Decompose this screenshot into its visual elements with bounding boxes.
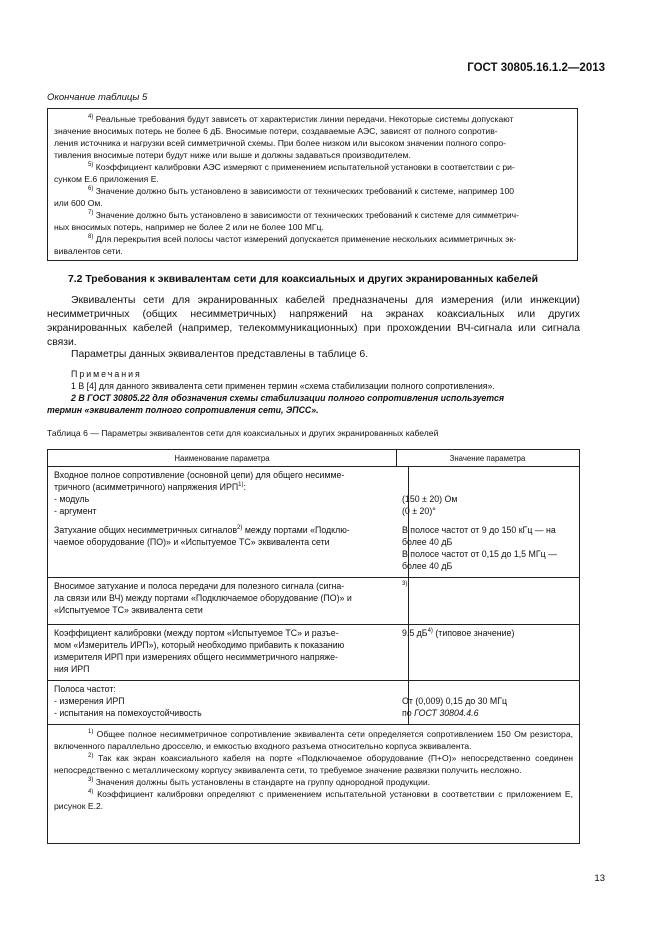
- note-label: Примечания: [71, 369, 142, 379]
- section-paragraph-2: Параметры данных эквивалентов представлены в таблице 6.: [71, 349, 369, 360]
- section-paragraph-1: Эквиваленты сети для экранированных кабелей предназначены для измерения (или инжекции) несимметричных (общих несимметричных) напряжений на экранах коаксиальных или других экранированных кабелей (например, телекоммуникационных) при прохождении ВЧ-сигнала или сигнала связи.: [47, 295, 580, 348]
- table-header-row: [48, 450, 579, 467]
- table-row: Коэффициент калибровки (между портом «Испытуемое ТС» и разъе- мом «Измеритель ИРП»), который необходимо прибавить к показанию измерителя ИРП при измерениях общего несимметричного напряже- ния ИРП 9,5 $дБ^{4)}$ (типовое значение): [48, 624, 579, 681]
- document-header: ГОСТ 30805.16.1.2—2013: [467, 62, 605, 74]
- table-row: Вносимое затухание и полоса передачи для полезного сигнала (сигна- ла связи или ВЧ) между портами «Подключаемое оборудование (ПО)» и «Испытуемое ТС» эквивалента сети $^{3)}$: [48, 577, 579, 625]
- note-2-cont: термин «эквивалент полного сопротивления сети, ЭПСС».: [47, 405, 319, 415]
- column-header-value: Значение параметра: [449, 454, 526, 463]
- note-2: 2 В ГОСТ 30805.22 для обозначения схемы стабилизации полного сопротивления используется: [71, 393, 505, 403]
- note-1: 1 В [4] для данного эквивалента сети применен термин «схема стабилизации полного сопротивления».: [71, 381, 495, 391]
- table-continuation-label: Окончание таблицы 5: [47, 92, 148, 103]
- table-row: Затухание общих несимметричных сигналов$^{2)}$ между портами «Подклю- чаемое оборудование (ПО)» и «Испытуемое ТС» эквивалента сети В полосе частот от 9 до 150 кГц — на более 40 дБ В полосе частот от 0,15 до 1,5 МГц — более 40 дБ: [48, 521, 579, 578]
- table-row: Входное полное сопротивление (основной цепи) для общего несимме- тричного (асимметричного) напряжения ИРП$^{1)}$: - модуль - аргумент (150 ± 20) Ом (0 ± 20)°: [48, 466, 579, 521]
- table6: [47, 449, 580, 844]
- table6-caption: Таблица 6 — Параметры эквивалентов сети для коаксиальных и других экранированных кабелей: [47, 428, 439, 438]
- table6-footnotes: $^{1)}$ Общее полное несимметричное сопротивление эквивалента сети определяется сопротивлением 150 Ом резистора, включенного параллельно дросселю, и емкостью входного разъема относительно корпуса эквивалента. $^{2)}$ Так как экран коаксиального кабеля на порте «Подключаемое оборудование (П+О)» непосредственно соединен непосредственно с металлическому корпусу эквивалента сети, то требуемое значение развязки получить несложно. $^{3)}$ Значения должны быть установлены в стандарте на группу однородной продукции. $^{4)}$ Коэффициент калибровки определяют с применением испытательной установки в соответствии с приложением Е, рисунок Е.2.: [54, 729, 574, 811]
- table-row: Полоса частот: - измерения ИРП - испытания на помехоустойчивость От (0,009) 0,15 до 30 МГц по ГОСТ 30804.4.6: [48, 680, 579, 725]
- footnote-block: $^{4)}$ Реальные требования будут зависеть от характеристик линии передачи. Некоторые системы допускают значение вносимых потерь не более 6 дБ. Вносимые потери, создаваемые АЭС, зависят от полного сопротив- ления источника и нагрузки всей симметричной схемы. При более низком или высоком значении полного сопро- тивления вносимые потери будут ниже или выше и должны задаваться производителем. $^{5)}$ Коэффициент калибровки АЭС измеряют с применением испытательной установки в соответствии с ри- сунком Е.6 приложения Е. $^{6)}$ Значение должно быть установлено в зависимости от технических требований к системе, например 100 или 600 Ом. $^{7)}$ Значение должно быть установлено в зависимости от технических требований к системе для симметрич- ных вносимых потерь, например не более 2 или не более 100 МГц. $^{8)}$ Для перекрытия всей полосы частот измерений допускается применение нескольких асимметричных эк- вивалентов сети.: [54, 114, 520, 256]
- column-header-name: Наименование параметра: [48, 450, 397, 466]
- section-heading: 7.2 Требования к эквивалентам сети для коаксиальных и других экранированных кабелей: [68, 274, 538, 285]
- page-number: 13: [594, 873, 605, 884]
- table5-footnotes: [47, 108, 578, 261]
